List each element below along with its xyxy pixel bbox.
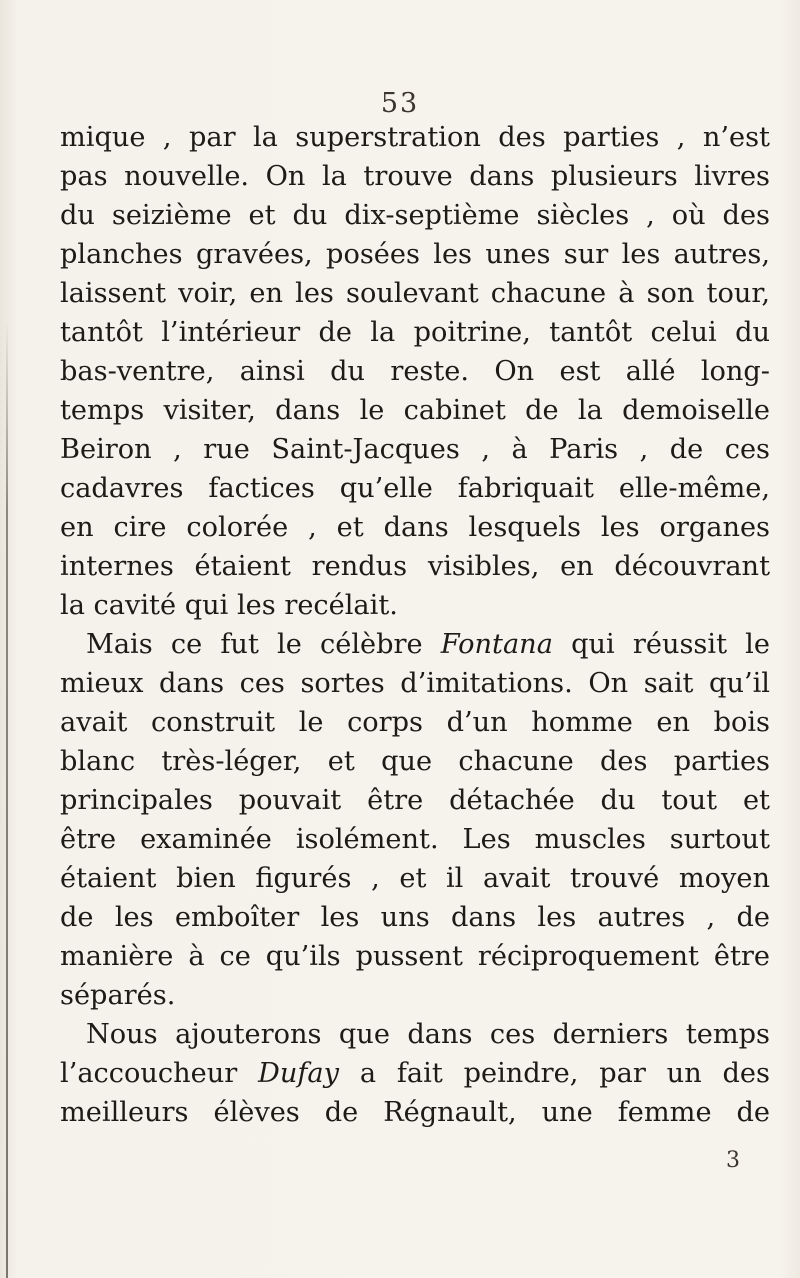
binding-gutter [6,320,8,1278]
text-line-mixed [60,1054,770,1093]
text-line: tantôt l’intérieur de la poitrine, tantôt celui du [60,317,770,348]
text-fragment: l’accoucheur [60,1058,238,1089]
text-line: Beiron , rue Saint-Jacques , à Paris , de ces [60,434,770,465]
text-line: mique , par la superstration des parties , n’est [60,122,770,153]
text-line: avait construit le corps d’un homme en bois [60,707,770,738]
text-line: pas nouvelle. On la trouve dans plusieurs livres [60,161,770,192]
text-line: du seizième et du dix-septième siècles , où des [60,200,770,231]
signature-mark: 3 [726,1148,740,1173]
italic-name-dufay: Dufay [258,1058,339,1089]
text-line: en cire colorée , et dans lesquels les organes [60,512,770,543]
text-line: blanc très-léger, et que chacune des parties [60,746,770,777]
text-line: principales pouvait être détachée du tout et [60,785,770,816]
text-fragment: a fait peindre, par un des [359,1058,770,1089]
text-line: être examinée isolément. Les muscles surtout [60,824,770,855]
page-number: 53 [380,88,420,119]
text-line: Nous ajouterons que dans ces derniers temps [86,1019,770,1050]
text-line: meilleurs élèves de Régnault, une femme de [60,1097,770,1128]
text-line: planches gravées, posées les unes sur les autres, [60,239,770,270]
text-line: internes étaient rendus visibles, en découvrant [60,551,770,582]
text-line: la cavité qui les recélait. [60,590,398,621]
text-line: étaient bien figurés , et il avait trouvé moyen [60,863,770,894]
text-fragment: Mais ce fut le célèbre [86,629,423,660]
text-line: temps visiter, dans le cabinet de la demoiselle [60,395,770,426]
body-text [60,118,770,1132]
italic-name-fontana: Fontana [440,629,553,660]
text-line: manière à ce qu’ils pussent réciproquement être [60,941,770,972]
text-line: séparés. [60,980,176,1011]
text-line: de les emboîter les uns dans les autres , de [60,902,770,933]
text-line: cadavres factices qu’elle fabriquait elle-même, [60,473,770,504]
text-line: laissent voir, en les soulevant chacune à son tour, [60,278,770,309]
text-line: bas-ventre, ainsi du reste. On est allé long- [60,356,770,387]
text-fragment: qui réussit le [571,629,770,660]
text-line: mieux dans ces sortes d’imitations. On sait qu’il [60,668,770,699]
text-line-mixed [60,625,770,664]
